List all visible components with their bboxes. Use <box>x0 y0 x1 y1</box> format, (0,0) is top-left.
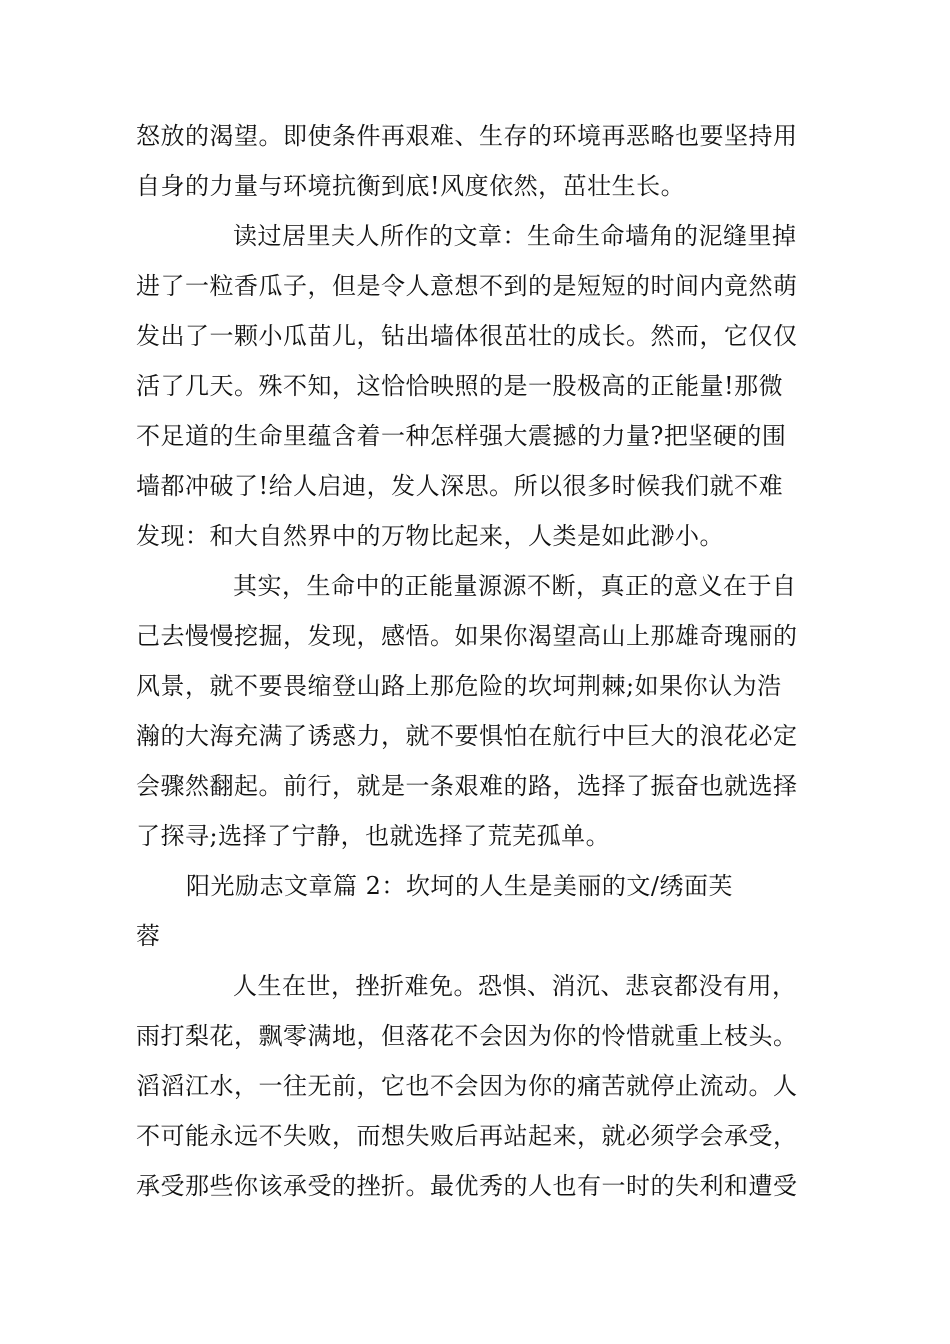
paragraph-first-line: 人生在世，挫折难免。恐惧、消沉、悲哀都没有用， <box>233 972 797 1000</box>
body-line: 瀚的大海充满了诱惑力，就不要惧怕在航行中巨大的浪花必定 <box>136 722 798 750</box>
body-line: 活了几天。殊不知，这恰恰映照的是一股极高的正能量!那微 <box>136 372 784 400</box>
section-heading-continued: 蓉 <box>136 922 161 950</box>
body-line: 怒放的渴望。即使条件再艰难、生存的环境再恶略也要坚持用 <box>136 122 798 150</box>
body-line: 风景，就不要畏缩登山路上那危险的坎坷荆棘;如果你认为浩 <box>136 672 782 700</box>
body-line: 己去慢慢挖掘，发现，感悟。如果你渴望高山上那雄奇瑰丽的 <box>136 622 798 650</box>
body-line: 不足道的生命里蕴含着一种怎样强大震撼的力量?把坚硬的围 <box>136 422 787 450</box>
body-line: 自身的力量与环境抗衡到底!风度依然，茁壮生长。 <box>136 172 686 200</box>
paragraph-first-line: 读过居里夫人所作的文章：生命生命墙角的泥缝里掉 <box>233 222 797 250</box>
body-line: 滔滔江水，一往无前，它也不会因为你的痛苦就停止流动。人 <box>136 1072 798 1100</box>
body-line: 承受那些你该承受的挫折。最优秀的人也有一时的失利和遭受 <box>136 1172 798 1200</box>
section-heading: 阳光励志文章篇 2：坎坷的人生是美丽的文/绣面芙 <box>186 872 733 900</box>
body-line: 会骤然翻起。前行，就是一条艰难的路，选择了振奋也就选择 <box>136 772 798 800</box>
body-line: 进了一粒香瓜子，但是令人意想不到的是短短的时间内竟然萌 <box>136 272 798 300</box>
body-line: 墙都冲破了!给人启迪，发人深思。所以很多时候我们就不难 <box>136 472 784 500</box>
body-line: 不可能永远不失败，而想失败后再站起来，就必须学会承受， <box>136 1122 798 1150</box>
body-line: 雨打梨花，飘零满地，但落花不会因为你的怜惜就重上枝头。 <box>136 1022 798 1050</box>
paragraph-first-line: 其实，生命中的正能量源源不断，真正的意义在于自 <box>233 572 797 600</box>
body-line: 了探寻;选择了宁静，也就选择了荒芜孤单。 <box>136 822 611 850</box>
body-line: 发出了一颗小瓜苗儿，钻出墙体很茁壮的成长。然而，它仅仅 <box>136 322 798 350</box>
body-line: 发现：和大自然界中的万物比起来，人类是如此渺小。 <box>136 522 724 550</box>
